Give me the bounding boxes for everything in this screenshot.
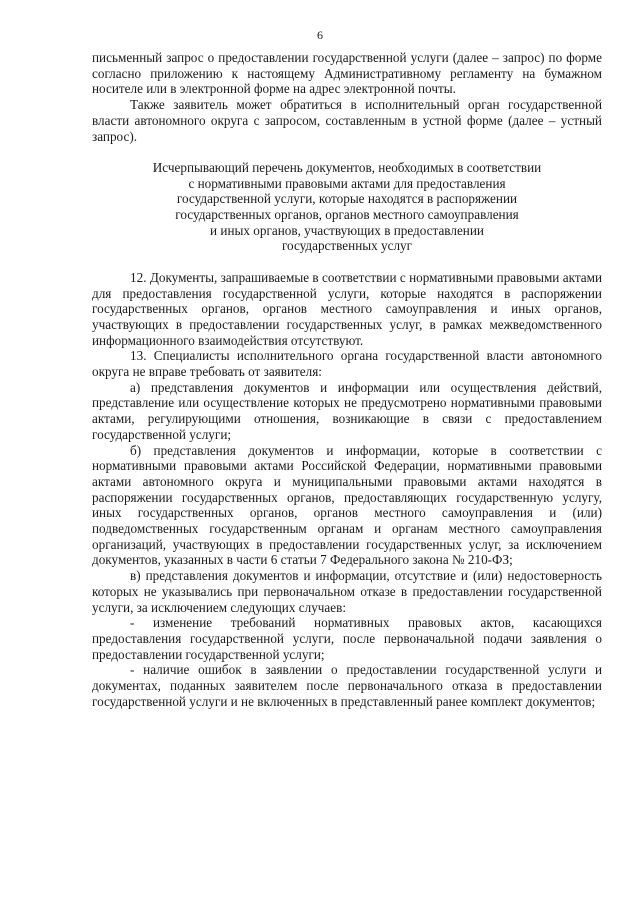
- heading-line: государственных органов, органов местного самоуправления: [175, 207, 519, 223]
- paragraph-request-form: письменный запрос о предоставлении государственной услуги (далее – запрос) по форме согласно приложению к настоящему Административному регламенту на бумажном носителе или в электронной форме на адрес электронной почты.: [92, 50, 602, 97]
- heading-line: Исчерпывающий перечень документов, необходимых в соответствии: [152, 159, 542, 175]
- heading-line: государственных услуг: [281, 238, 413, 254]
- paragraph-item-12: 12. Документы, запрашиваемые в соответствии с нормативными правовыми актами для предоставления государственной услуги, которые находятся в распоряжении государственных органов, органов местного самоуправления и иных органов, участвующих в предоставлении государственных услуг, в рамках межведомственного информационного взаимодействия отсутствуют.: [92, 269, 602, 348]
- paragraph-item-13b: б) представления документов и информации, которые в соответствии с нормативными правовыми актами Российской Федерации, нормативными правовыми актами автономного округа и муниципальными правовыми актами находятся в распоряжении государственных органов, предоставляющих государственную услугу, иных государственных органов, органов местного самоуправления и (или) подведомственных государственным органам и органам местного самоуправления организаций, участвующих в предоставлении государственных услуг, за исключением документов, указанных в части 6 статьи 7 Федерального закона № 210-ФЗ;: [92, 442, 602, 568]
- paragraph-oral-request: Также заявитель может обратиться в исполнительный орган государственной власти автономного округа с запросом, составленным в устной форме (далее – устный запрос).: [92, 97, 602, 144]
- paragraph-item-13a: а) представления документов и информации или осуществления действий, представление или осуществление которых не предусмотрено нормативными правовыми актами, регулирующими отношения, возникающие в связи с предоставлением государственной услуги;: [92, 379, 602, 442]
- heading-line: государственной услуги, которые находятся в распоряжении: [176, 191, 518, 207]
- document-body: [92, 50, 602, 710]
- paragraph-item-13: 13. Специалисты исполнительного органа государственной власти автономного округа не вправе требовать от заявителя:: [92, 348, 602, 380]
- heading-line: и иных органов, участвующих в предоставлении: [210, 222, 484, 238]
- paragraph-item-13c: в) представления документов и информации, отсутствие и (или) недостоверность которых не указывались при первоначальном отказе в предоставлении государственной услуги, за исключением следующих случаев:: [92, 568, 602, 615]
- heading-line: с нормативными правовыми актами для предоставления: [188, 175, 506, 191]
- list-item-requirements-change: - изменение требований нормативных правовых актов, касающихся предоставления государственной услуги, после первоначальной подачи заявления о предоставлении государственной услуги;: [92, 615, 602, 662]
- page-number: 6: [317, 28, 323, 42]
- section-heading: [92, 160, 602, 254]
- list-item-errors-in-application: - наличие ошибок в заявлении о предоставлении государственной услуги и документах, поданных заявителем после первоначального отказа в предоставлении государственной услуги и не включенных в представленный ранее комплект документов;: [92, 662, 602, 709]
